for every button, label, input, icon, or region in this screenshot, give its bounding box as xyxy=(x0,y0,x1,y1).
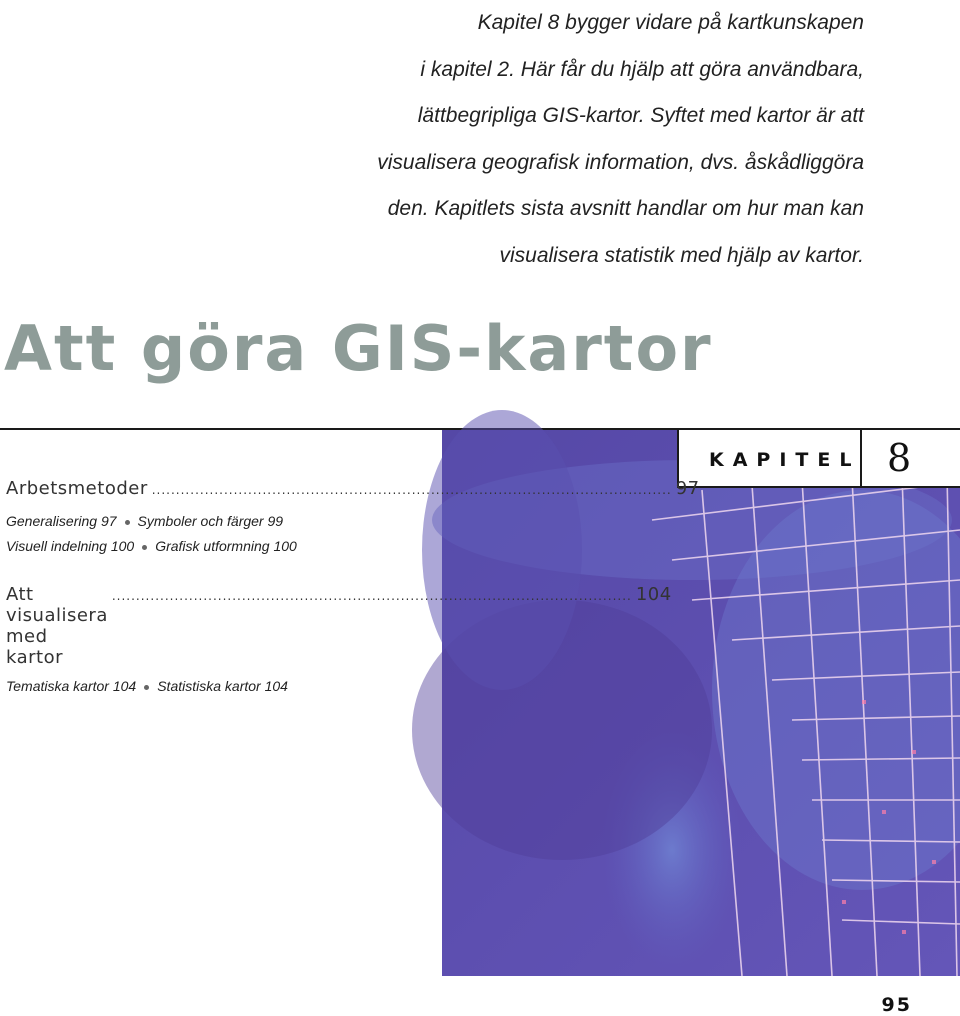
toc-sub-page: 97 xyxy=(100,513,117,529)
intro-line: lättbegripliga GIS-kartor. Syftet med kartor är att xyxy=(417,104,864,127)
toc-section xyxy=(6,478,700,554)
toc-sub-text: Visuell indelning xyxy=(6,538,107,554)
toc-sub-text: Generalisering xyxy=(6,513,98,529)
chapter-title: Att göra GIS-kartor xyxy=(4,312,713,385)
chapter-badge xyxy=(677,430,960,488)
intro-line: visualisera statistik med hjälp av kartor. xyxy=(499,243,864,267)
toc-subentries xyxy=(6,678,394,694)
intro-text xyxy=(304,0,864,279)
toc-sub-page: 100 xyxy=(273,538,297,554)
toc-subentries xyxy=(6,513,394,529)
toc-heading[interactable] xyxy=(6,478,700,499)
toc-subentries xyxy=(6,538,394,554)
page-number: 95 xyxy=(881,994,912,1016)
toc-sub-page: 104 xyxy=(112,678,137,694)
toc-sub-page: 100 xyxy=(110,538,135,554)
bullet-icon xyxy=(142,545,147,550)
toc-sub-text: Statistiska kartor xyxy=(157,678,261,694)
satellite-map-image xyxy=(442,430,960,976)
toc-heading[interactable] xyxy=(6,584,672,668)
toc-leader-dots: ............................................................................................................ xyxy=(111,589,632,603)
intro-line: den. Kapitlets sista avsnitt handlar om hur man kan xyxy=(387,197,864,220)
chapter-badge-divider xyxy=(860,430,862,486)
bullet-icon xyxy=(144,685,149,690)
toc-heading-page: 97 xyxy=(675,478,700,499)
intro-line: Kapitel 8 bygger vidare på kartkunskapen xyxy=(477,11,864,34)
intro-line: i kapitel 2. Här får du hjälp att göra användbara, xyxy=(420,57,864,81)
toc-sub-text: Symboler och färger xyxy=(137,513,264,529)
toc-heading-text: Arbetsmetoder xyxy=(6,478,148,499)
toc-sub-text: Tematiska kartor xyxy=(6,678,109,694)
chapter-number: 8 xyxy=(887,436,912,480)
intro-line: visualisera geografisk information, dvs. åskådliggöra xyxy=(377,150,864,174)
bullet-icon xyxy=(125,520,130,525)
toc-sub-page: 99 xyxy=(267,513,284,529)
toc-leader-dots: ............................................................................................................ xyxy=(151,483,672,497)
toc-heading-page: 104 xyxy=(635,584,672,605)
toc-section xyxy=(6,584,672,694)
toc-heading-text: Att visualisera med kartor xyxy=(6,584,108,668)
chapter-label: KAPITEL xyxy=(709,449,861,471)
toc-sub-page: 104 xyxy=(264,678,288,694)
toc-sub-text: Grafisk utformning xyxy=(155,538,270,554)
